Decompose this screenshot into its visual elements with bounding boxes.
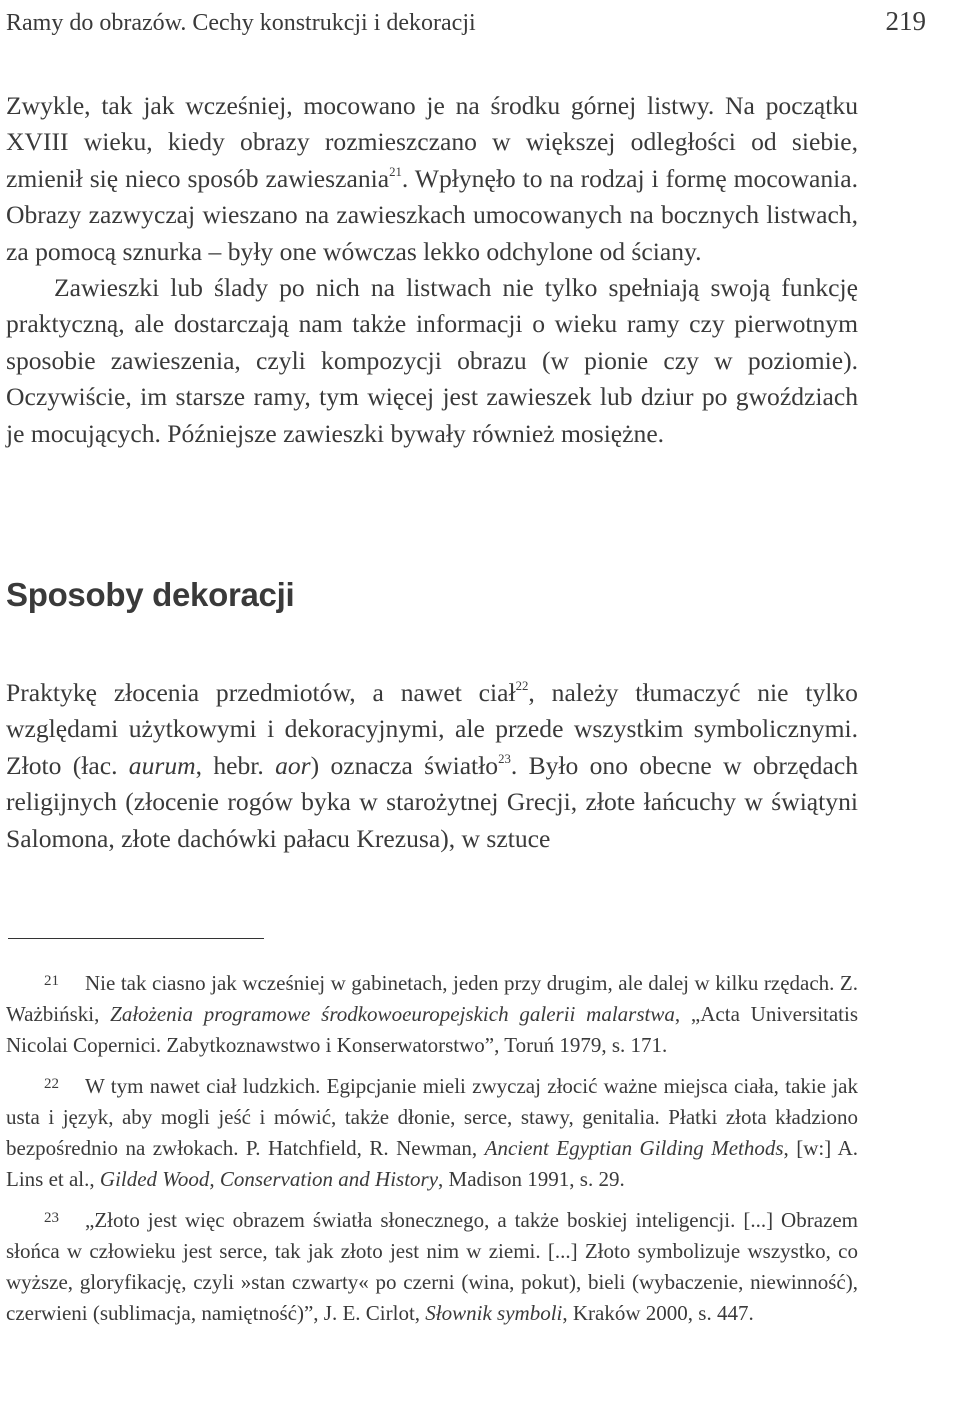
footnote-number: 23: [44, 1210, 59, 1226]
footnote-separator: [8, 938, 264, 939]
footnote-23: [6, 1203, 858, 1329]
cited-title: Ancient Egyptian Gilding Methods: [484, 1136, 784, 1160]
footnote-22: [6, 1069, 858, 1195]
footnotes: [6, 966, 858, 1337]
paragraph-3: [6, 675, 858, 857]
text-span: , hebr.: [195, 750, 276, 780]
text-span: ) oznacza światło: [310, 750, 499, 780]
footnote-ref-21[interactable]: 21: [389, 164, 402, 179]
body-text: [6, 88, 858, 452]
running-title: Ramy do obrazów. Cechy konstrukcji i dekoracji: [6, 10, 476, 36]
text-span: Praktykę złocenia przedmiotów, a nawet ciał: [6, 678, 516, 707]
footnote-21: [6, 966, 858, 1061]
text-span: . Było ono obecne w obrzędach religijnych (złocenie rogów byka w starożytnej Grecji, złote łańcuchy w świątyni Salomona, złote dachówki pałacu Krezusa), w sztuce: [6, 750, 858, 853]
text-span: . Wpłynęło to na rodzaj i formę mocowania. Obrazy zazwyczaj wieszano na zawieszkach umocowanych na bocznych listwach, za pomocą sznurka – były one wówczas lekko odchylone od ściany.: [6, 163, 858, 266]
footnote-ref-23[interactable]: 23: [498, 751, 511, 766]
hebrew-term: aor: [275, 750, 311, 780]
paragraph-2: Zawieszki lub ślady po nich na listwach nie tylko spełniają swoją funkcję praktyczną, ale dostarczają nam także informacji o wieku ramy czy pierwotnym sposobie zawieszenia, czyli kompozycji obrazu (w pionie czy w poziomie). Oczywiście, im starsze ramy, tym więcej jest zawieszek lub dziur po gwoździach je mocujących. Późniejsze zawieszki bywały również mosiężne.: [6, 273, 858, 448]
section-heading: Sposoby dekoracji: [6, 576, 295, 613]
paragraph-1: [6, 88, 858, 270]
text-span: , Kraków 2000, s. 447.: [562, 1301, 754, 1325]
text-span: , [w:] A. Lins et al.,: [6, 1136, 858, 1191]
page-number: 219: [885, 6, 926, 36]
latin-term: aurum: [128, 750, 196, 780]
text-span: W tym nawet ciał ludzkich. Egipcjanie mieli zwyczaj złocić ważne miejsca ciała, takie jak usta i język, aby mogli jeść i mówić, także dłonie, serce, stawy, genitalia. Płatki złota kładziono bezpośrednio na zwłokach. P. Hatchfield, R. Newman,: [6, 1074, 858, 1160]
text-span: , należy tłumaczyć nie tylko względami użytkowymi i dekoracyjnymi, ale przede wszystkim symbolicznymi. Złoto (łac.: [6, 678, 858, 780]
running-header: [6, 6, 926, 40]
footnote-number: 21: [44, 973, 59, 989]
cited-title: Słownik symboli: [425, 1301, 563, 1325]
text-span: , „Acta Universitatis Nicolai Copernici. Zabytkoznawstwo i Konserwatorstwo”, Toruń 1979, s. 171.: [6, 1002, 859, 1057]
footnote-ref-22[interactable]: 22: [515, 679, 529, 694]
cited-title: Założenia programowe środkowoeuropejskich galerii malarstwa: [110, 1002, 675, 1026]
section-text: [6, 675, 858, 857]
text-span: , Madison 1991, s. 29.: [438, 1167, 625, 1191]
text-span: „Złoto jest więc obrazem światła słonecznego, a także boskiej inteligencji. [...] Obrazem słońca w człowieku jest serce, tak jak złoto jest nim w ziemi. [...] Złoto symbolizuje wszystko, co wyższe, gloryfikację, czyli »stan czwarty« po czerni (wina, pokut), bieli (wybaczenie, niewinność), czerwieni (sublimacja, namiętność)”, J. E. Cirlot,: [6, 1208, 858, 1325]
text-span: Nie tak ciasno jak wcześniej w gabinetach, jeden przy drugim, ale dalej w kilku rzędach. Z. Ważbiński,: [6, 971, 858, 1026]
cited-title: Gilded Wood, Conservation and History: [99, 1167, 439, 1191]
footnote-number: 22: [44, 1076, 59, 1092]
text-span: Zwykle, tak jak wcześniej, mocowano je na środku górnej listwy. Na początku XVIII wieku, kiedy obrazy rozmieszczano w większej odległości od siebie, zmienił się nieco sposób zawieszania: [6, 91, 858, 193]
